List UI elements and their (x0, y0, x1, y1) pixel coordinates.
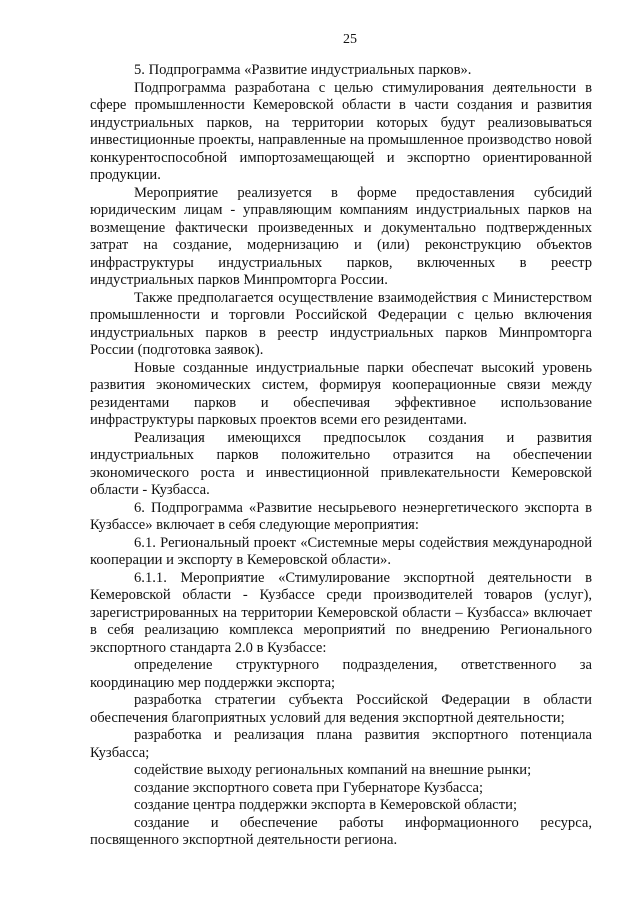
paragraph-subprogram-6-title: 6. Подпрограмма «Развитие несырьевого неэнергетического экспорта в Кузбассе» включает в себя следующие мероприятия: (90, 499, 592, 533)
paragraph-measure-6-1-1: 6.1.1. Мероприятие «Стимулирование экспортной деятельности в Кемеровской области - Кузбассе среди производителей товаров (услуг), зарегистрированных на территории Кемеровской области – Кузбасса» включает в себя реализацию комплекса мероприятий по внедрению Регионального экспортного стандарта 2.0 в Кузбассе: (90, 569, 592, 656)
paragraph-subsidies: Мероприятие реализуется в форме предоставления субсидий юридическим лицам - управляющим компаниям индустриальных парков на возмещение фактически произведенных и документально подтвержденных затрат на создание, модернизацию и (или) реконструкцию объектов инфраструктуры индустриальных парков, включенных в реестр индустриальных парков Минпромторга России. (90, 184, 592, 288)
list-item-export-plan: разработка и реализация плана развития экспортного потенциала Кузбасса; (90, 727, 592, 761)
list-item-export-coordination: определение структурного подразделения, ответственного за координацию мер поддержки экспорта; (90, 657, 592, 691)
paragraph-subprogram-5-title: 5. Подпрограмма «Развитие индустриальных парков». (134, 62, 472, 78)
list-item-export-council: создание экспортного совета при Губернаторе Кузбасса; (134, 779, 484, 796)
list-item-export-center: создание центра поддержки экспорта в Кемеровской области; (134, 797, 518, 813)
list-item-foreign-markets: содействие выходу региональных компаний на внешние рынки; (134, 762, 532, 778)
paragraph-realization: Реализация имеющихся предпосылок создания и развития индустриальных парков положительно отразится на обеспечении экономического роста и инвестиционной привлекательности Кемеровской области - Кузбасса. (90, 429, 592, 498)
paragraph-project-6-1: 6.1. Региональный проект «Системные меры содействия международной кооперации и экспорту в Кемеровской области». (90, 534, 592, 568)
paragraph-ministry-interaction: Также предполагается осуществление взаимодействия с Министерством промышленности и торговли Российской Федерации с целью включения индустриальных парков в реестр индустриальных парков Минпромторга России (подготовка заявок). (90, 289, 592, 358)
paragraph-subprogram-5-purpose: Подпрограмма разработана с целью стимулирования деятельности в сфере промышленности Кемеровской области в части создания и развития индустриальных парков, на территории которых будут реализовываться инвестиционные проекты, направленные на промышленное производство новой конкурентоспособной импортозамещающей и экспортно ориентированной продукции. (90, 79, 592, 183)
list-item-export-strategy: разработка стратегии субъекта Российской Федерации в области обеспечения благоприятных условий для ведения экспортной деятельности; (90, 692, 592, 726)
paragraph-new-parks: Новые созданные индустриальные парки обеспечат высокий уровень развития экономических систем, формируя кооперационные связи между резидентами парков и обеспечивая эффективное использование инфраструктуры парковых проектов всеми его резидентами. (90, 359, 592, 428)
list-item-info-resource: создание и обеспечение работы информационного ресурса, посвященного экспортной деятельности региона. (90, 814, 592, 848)
page-number: 25 (343, 32, 357, 47)
